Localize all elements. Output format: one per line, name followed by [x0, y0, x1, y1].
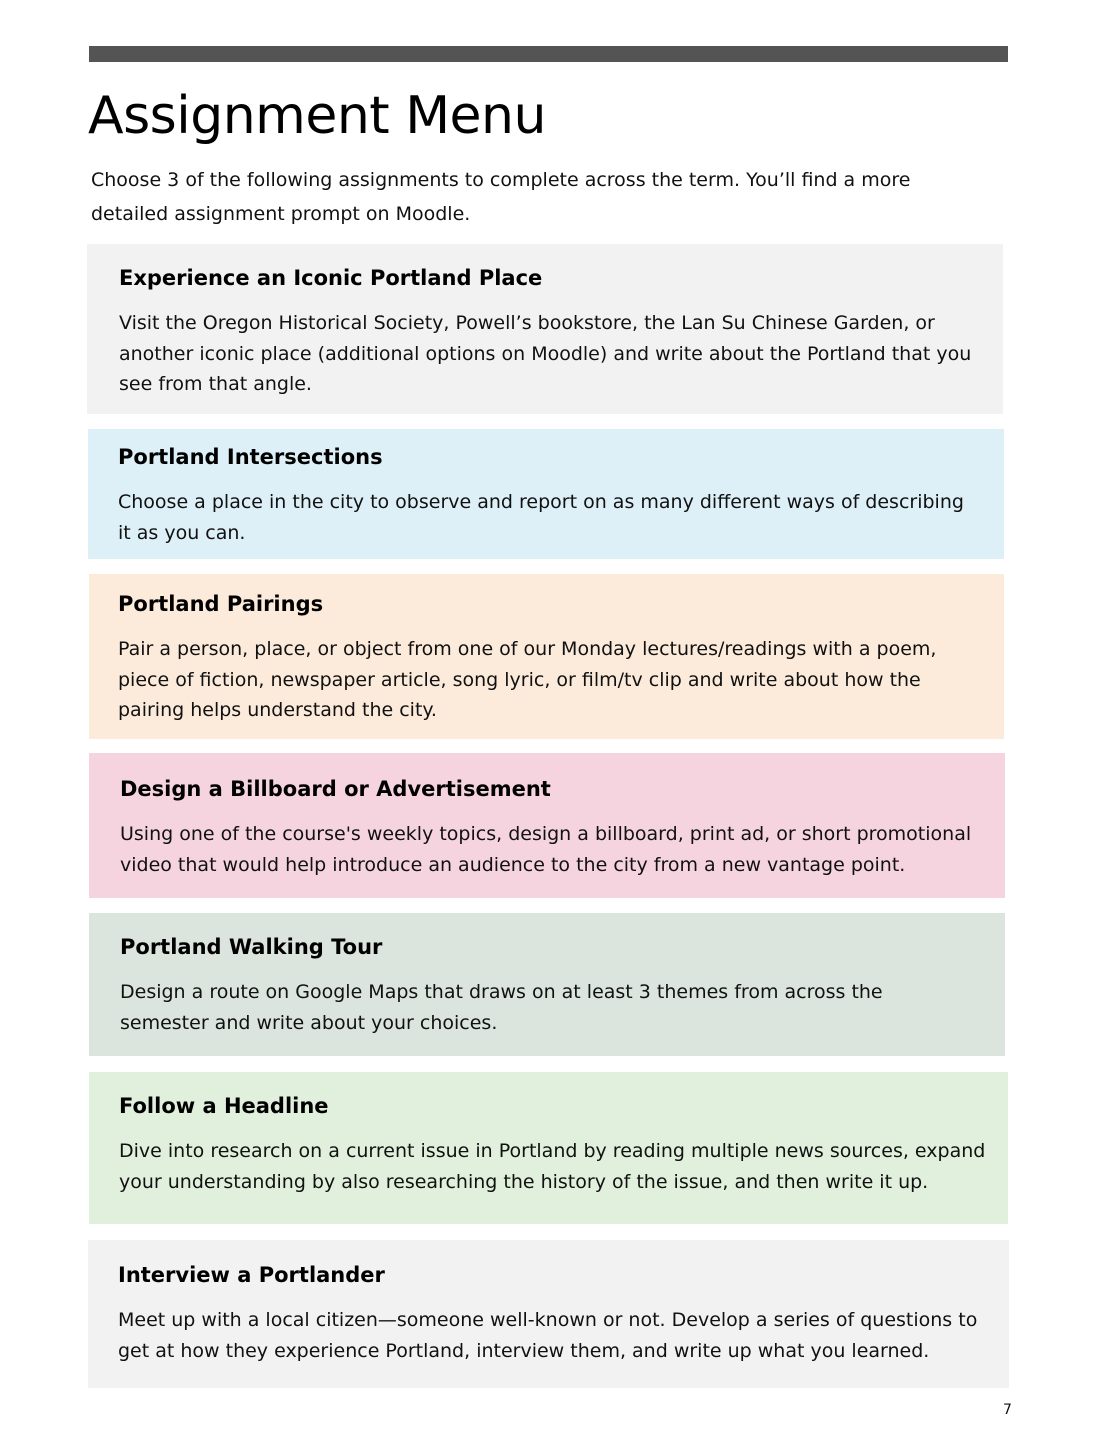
header-bar	[89, 46, 1008, 62]
assignment-description: Design a route on Google Maps that draws on at least 3 themes from across the semester and write about your choices.	[120, 981, 883, 1034]
assignment-description: Visit the Oregon Historical Society, Powell’s bookstore, the Lan Su Chinese Garden, or another iconic place (additional options on Moodle) and write about the Portland that you see from that angle.	[119, 312, 972, 395]
assignment-card-interview	[88, 1240, 1009, 1388]
assignment-title: Follow a Headline	[119, 1094, 329, 1118]
assignment-card-intersections	[88, 429, 1004, 559]
assignment-card-iconic-place	[87, 244, 1003, 414]
assignment-card-walking-tour	[89, 913, 1005, 1056]
assignment-card-pairings	[89, 574, 1004, 739]
assignment-description: Choose a place in the city to observe and report on as many different ways of describing it as you can.	[118, 491, 964, 544]
assignment-title: Portland Pairings	[118, 592, 324, 616]
assignment-description: Meet up with a local citizen—someone well-known or not. Develop a series of questions to get at how they experience Portland, interview them, and write up what you learned.	[118, 1309, 978, 1362]
assignment-description: Dive into research on a current issue in Portland by reading multiple news sources, expand your understanding by also researching the history of the issue, and then write it up.	[119, 1140, 986, 1193]
page-title: Assignment Menu	[88, 86, 546, 146]
assignment-title: Experience an Iconic Portland Place	[119, 266, 543, 290]
assignment-title: Portland Intersections	[118, 445, 383, 469]
intro-text: Choose 3 of the following assignments to complete across the term. You’ll find a more detailed assignment prompt on Moodle.	[91, 169, 911, 225]
assignment-title: Design a Billboard or Advertisement	[120, 777, 551, 801]
assignment-title: Portland Walking Tour	[120, 935, 383, 959]
assignment-description: Pair a person, place, or object from one of our Monday lectures/readings with a poem, piece of fiction, newspaper article, song lyric, or film/tv clip and write about how the pairing helps understand the city.	[118, 638, 937, 721]
assignment-title: Interview a Portlander	[118, 1263, 385, 1287]
page-number: 7	[1003, 1402, 1012, 1418]
assignment-card-headline	[89, 1072, 1008, 1224]
assignment-card-billboard	[89, 753, 1005, 898]
assignment-description: Using one of the course's weekly topics, design a billboard, print ad, or short promotional video that would help introduce an audience to the city from a new vantage point.	[120, 823, 972, 876]
